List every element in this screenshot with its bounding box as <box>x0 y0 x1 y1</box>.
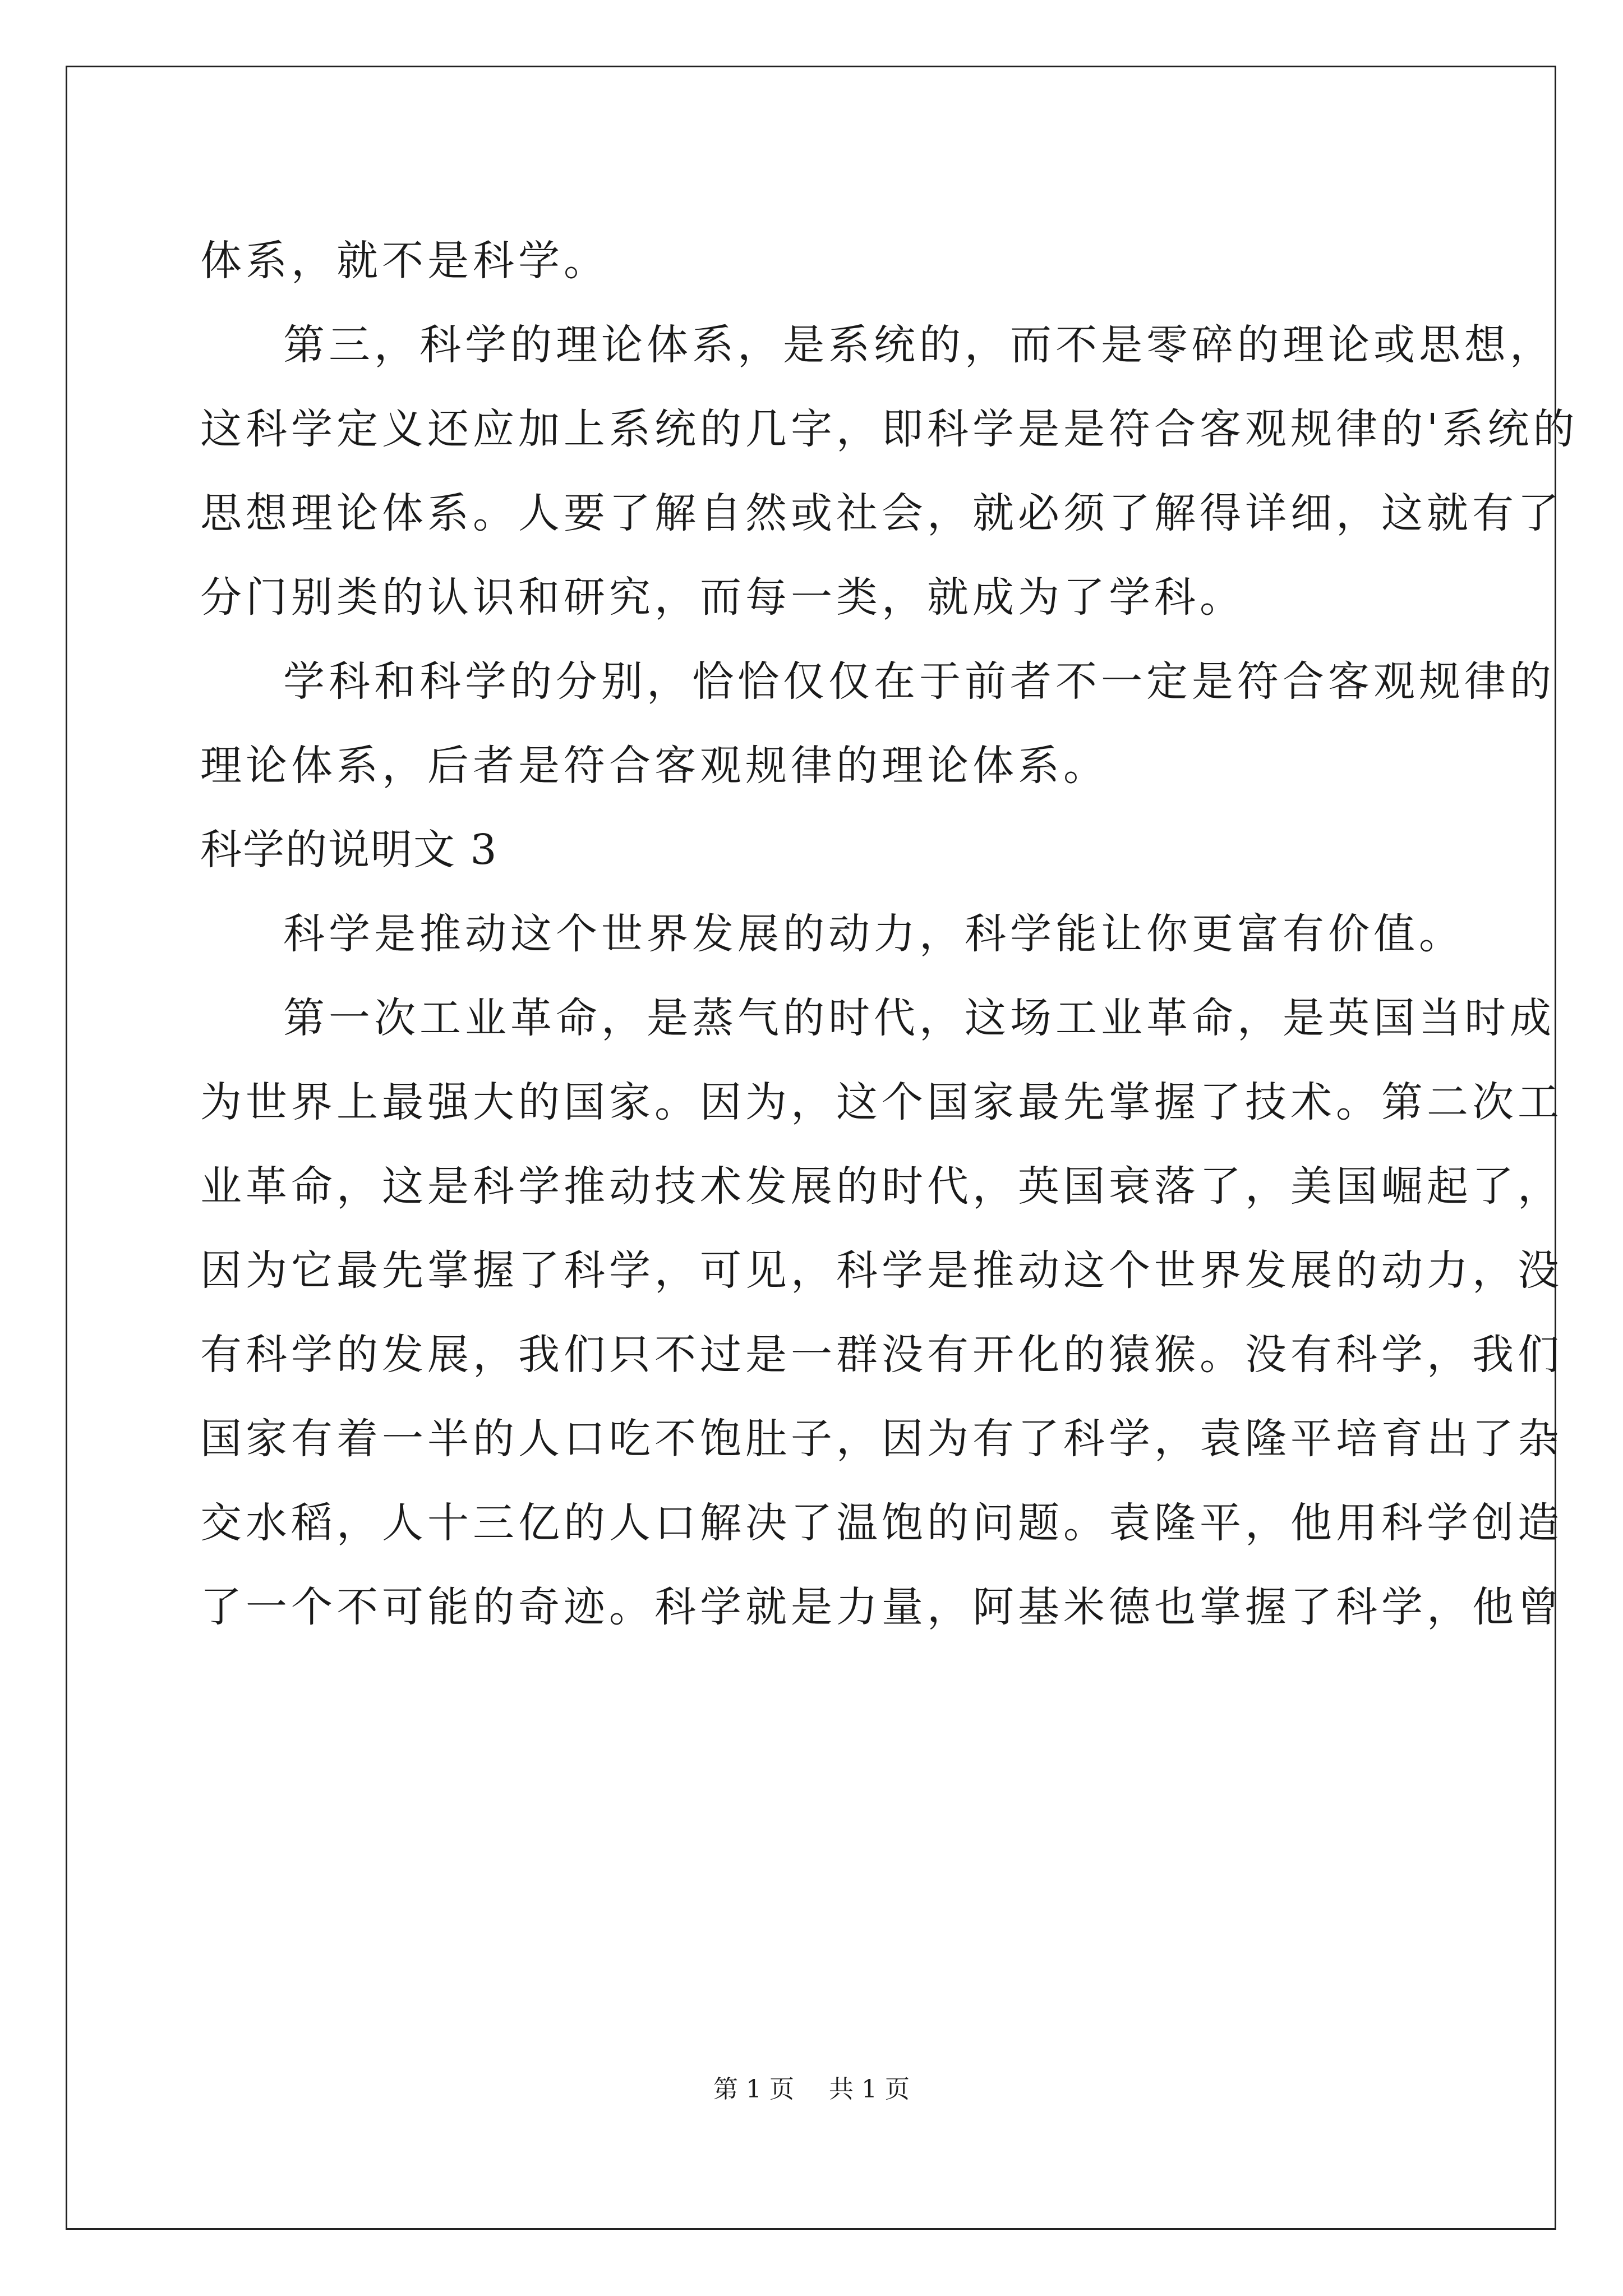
paragraph-line-17: 了一个不可能的奇迹。科学就是力量，阿基米德也掌握了科学，他曾 <box>200 1583 1563 1631</box>
paragraph-line-7: 理论体系，后者是符合客观规律的理论体系。 <box>200 742 1109 790</box>
text-line-1: 体系，就不是科学。 <box>200 237 609 285</box>
paragraph-line-5: 分门别类的认识和研究，而每一类，就成为了学科。 <box>200 573 1245 622</box>
paragraph-line-4: 思想理论体系。人要了解自然或社会，就必须了解得详细，这就有了 <box>200 489 1563 537</box>
paragraph-line-16: 交水稻，人十三亿的人口解决了温饱的问题。袁隆平，他用科学创造 <box>200 1499 1563 1547</box>
paragraph-line-14: 有科学的发展，我们只不过是一群没有开化的猿猴。没有科学，我们 <box>200 1331 1563 1379</box>
paragraph-line-9: 科学是推动这个世界发展的动力，科学能让你更富有价值。 <box>283 910 1464 958</box>
page-number-total: 共 1 页 <box>829 2075 910 2104</box>
document-body <box>200 219 1579 1649</box>
paragraph-line-11: 为世界上最强大的国家。因为，这个国家最先掌握了技术。第二次工 <box>200 1078 1563 1126</box>
paragraph-line-15: 国家有着一半的人口吃不饱肚子，因为有了科学，袁隆平培育出了杂 <box>200 1415 1563 1463</box>
paragraph-line-12: 业革命，这是科学推动技术发展的时代，英国衰落了，美国崛起了， <box>200 1162 1563 1211</box>
paragraph-line-10: 第一次工业革命，是蒸气的时代，这场工业革命，是英国当时成 <box>283 994 1555 1042</box>
page-number-current: 第 1 页 <box>713 2075 794 2104</box>
paragraph-line-6: 学科和科学的分别，恰恰仅仅在于前者不一定是符合客观规律的 <box>283 657 1555 706</box>
paragraph-line-3: 这科学定义还应加上系统的几字，即科学是是符合客观规律的'系统的 <box>200 405 1579 453</box>
section-heading: 科学的说明文 3 <box>200 826 498 874</box>
page-footer <box>0 2073 1623 2106</box>
paragraph-line-13: 因为它最先掌握了科学，可见，科学是推动这个世界发展的动力，没 <box>200 1246 1563 1295</box>
paragraph-line-2: 第三，科学的理论体系，是系统的，而不是零碎的理论或思想， <box>283 321 1555 369</box>
